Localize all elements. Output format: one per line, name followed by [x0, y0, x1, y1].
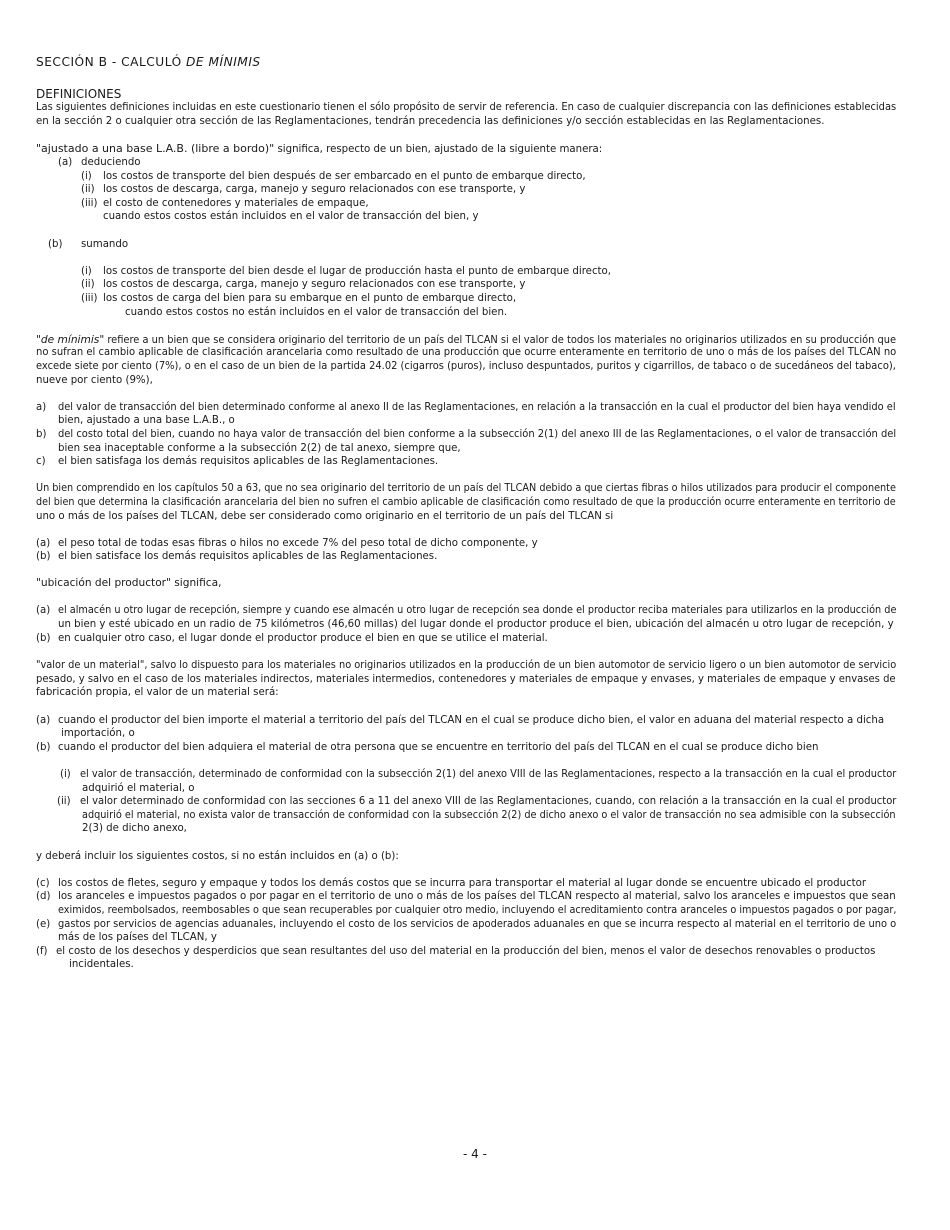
list-label: (i) [81, 266, 92, 277]
list-text: adquirió el material, no exista valor de transacción de conformidad con la subsección 2(2) de dicho anexo o el valor de transacción no sea admisible con la subsección [82, 810, 896, 821]
list-label: (ii) [81, 279, 95, 290]
list-text: el bien satisface los demás requisitos aplicables de las Reglamentaciones. [58, 551, 438, 562]
list-label: (ii) [81, 184, 95, 195]
list-label: (f) [36, 946, 48, 957]
list-text: sumando [81, 239, 129, 250]
list-label: (b) [36, 742, 51, 753]
list-text: el peso total de todas esas fibras o hilos no excede 7% del peso total de dicho componente, y [58, 538, 538, 549]
list-text: los costos de transporte del bien desde el lugar de producción hasta el punto de embarque directo, [103, 266, 612, 277]
fob-definition: "ajustado a una base L.A.B. (libre a bordo)" significa, respecto de un bien, ajustado de la siguiente manera: [36, 142, 603, 155]
list-text: un bien y esté ubicado en un radio de 75 kilómetros (46,60 millas) del lugar donde el productor produce el bien, ubicación del almacén u otro lugar de recepción, y [58, 619, 894, 630]
list-text: el valor determinado de conformidad con las secciones 6 a 11 del anexo VIII de las Reglamentaciones, cuando, con relación a la transacción en la cual el productor [80, 796, 897, 807]
list-text: cuando estos costos están incluidos en el valor de transacción del bien, y [103, 211, 479, 222]
list-text: los costos de transporte del bien después de ser embarcado en el punto de embarque directo, [103, 171, 586, 182]
paragraph-line: pesado, y salvo en el caso de los materiales indirectos, materiales intermedios, contenedores y materiales de empaque y envases, y materiales de empaque y envases de [36, 674, 896, 685]
list-text: el costo de los desechos y desperdicios que sean resultantes del uso del material en la producción del bien, menos el valor de desechos renovables o productos [56, 946, 876, 957]
list-text: en cualquier otro caso, el lugar donde el productor produce el bien en que se utilice el material. [58, 633, 548, 644]
list-text: cuando el productor del bien importe el material a territorio del país del TLCAN en el cual se produce dicho bien, el valor en aduana del material respecto a dicha [58, 715, 885, 726]
list-label: (b) [36, 633, 51, 644]
list-text: el bien satisfaga los demás requisitos aplicables de las Reglamentaciones. [58, 456, 439, 467]
list-text: bien sea inaceptable conforme a la subsección 2(2) de tal anexo, siempre que, [58, 443, 461, 454]
list-text: del costo total del bien, cuando no haya valor de transacción del bien conforme a la subsección 2(1) del anexo III de las Reglamentaciones, o el valor de transacción del [58, 429, 897, 440]
list-label: (iii) [81, 293, 98, 304]
list-label: (b) [36, 551, 51, 562]
list-text: importación, o [61, 728, 135, 739]
list-text: cuando el productor del bien adquiera el material de otra persona que se encuentre en territorio del país del TLCAN en el cual se produce dicho bien [58, 742, 819, 753]
list-text: los costos de descarga, carga, manejo y seguro relacionados con ese transporte, y [103, 184, 526, 195]
list-label: (a) [36, 605, 51, 616]
list-text: más de los países del TLCAN, y [58, 932, 217, 943]
list-text: cuando estos costos no están incluidos en el valor de transacción del bien. [125, 307, 508, 318]
list-text: 2(3) de dicho anexo, [82, 823, 187, 834]
intro-line: en la sección 2 o cualquier otra sección de las Reglamentaciones, tendrán precedencia las definiciones y/o sección establecidas en las Reglamentaciones. [36, 116, 825, 127]
list-text: incidentales. [69, 959, 134, 970]
list-text: el almacén u otro lugar de recepción, siempre y cuando ese almacén u otro lugar de recepción sea donde el productor reciba materiales para utilizarlos en la producción de [58, 605, 897, 616]
list-label: (a) [58, 157, 73, 168]
paragraph-line: nueve por ciento (9%), [36, 375, 153, 386]
list-text: el valor de transacción, determinado de conformidad con la subsección 2(1) del anexo VIII de las Reglamentaciones, respecto a la transacción en la cual el productor [80, 769, 897, 780]
definitions-heading: DEFINICIONES [36, 87, 122, 101]
list-label: (d) [36, 891, 51, 902]
list-label: (a) [36, 715, 51, 726]
list-text: del valor de transacción del bien determinado conforme al anexo II de las Reglamentaciones, en relación a la transacción en la cual el productor del bien haya vendido el [58, 402, 896, 413]
list-label: (i) [60, 769, 71, 780]
list-label: (a) [36, 538, 51, 549]
list-text: los costos de fletes, seguro y empaque y todos los demás costos que se incurra para transportar el material al lugar donde se encuentre ubicado el productor [58, 878, 867, 889]
paragraph-line: fabricación propia, el valor de un material será: [36, 687, 279, 698]
list-label: (iii) [81, 198, 98, 209]
list-label: (i) [81, 171, 92, 182]
section-title: SECCIÓN B - CALCULÓ DE MÍNIMIS [36, 55, 261, 69]
paragraph-line: uno o más de los países del TLCAN, debe ser considerado como originario en el territorio de un país del TLCAN si [36, 511, 614, 522]
paragraph-line: Un bien comprendido en los capítulos 50 a 63, que no sea originario del territorio de un país del TLCAN debido a que ciertas fibras o hilos utilizados para producir el componente [36, 483, 896, 494]
list-text: los aranceles e impuestos pagados o por pagar en el territorio de uno o más de los países del TLCAN respecto al material, salvo los aranceles e impuestos que sean [58, 891, 896, 902]
paragraph-line: no sufran el cambio aplicable de clasificación arancelaria como resultado de una producción que ocurre enteramente en territorio de uno o más de los países del TLCAN no [36, 347, 897, 358]
list-text: el costo de contenedores y materiales de empaque, [103, 198, 369, 209]
list-text: eximidos, reembolsados, reembosables o que sean recuperables por cualquier otro medio, incluyendo el acreditamiento contra aranceles o impuestos pagados o por pagar, [58, 905, 897, 916]
paragraph-line: y deberá incluir los siguientes costos, si no están incluidos en (a) o (b): [36, 851, 399, 862]
list-label: (b) [48, 239, 63, 250]
list-label: (c) [36, 878, 50, 889]
list-label: (e) [36, 919, 51, 930]
intro-line: Las siguientes definiciones incluidas en este cuestionario tienen el sólo propósito de servir de referencia. En caso de cualquier discrepancia con las definiciones establecidas [36, 102, 897, 113]
list-text: deduciendo [81, 157, 141, 168]
list-label: a) [36, 402, 47, 413]
page-number: - 4 - [463, 1147, 487, 1161]
list-text: gastos por servicios de agencias aduanales, incluyendo el costo de los servicios de apoderados aduanales en que se incurra respecto al material en el territorio de uno o [58, 919, 897, 930]
list-text: bien, ajustado a una base L.A.B., o [58, 415, 235, 426]
location-heading: "ubicación del productor" significa, [36, 577, 222, 589]
paragraph-line: del bien que determina la clasificación arancelaria del bien no sufren el cambio aplicable de clasificación como resultado de que la producción ocurre enteramente en territorio de [36, 497, 896, 508]
paragraph-line: "valor de un material", salvo lo dispuesto para los materiales no originarios utilizados en la producción de un bien automotor de servicio ligero o un bien automotor de servicio [36, 660, 897, 671]
deminimis-definition: "de mínimis" refiere a un bien que se considera originario del territorio de un país del TLCAN si el valor de todos los materiales no originarios utilizados en su producción que [36, 333, 897, 346]
list-text: los costos de descarga, carga, manejo y seguro relacionados con ese transporte, y [103, 279, 526, 290]
list-text: los costos de carga del bien para su embarque en el punto de embarque directo, [103, 293, 517, 304]
list-text: adquirió el material, o [82, 783, 195, 794]
list-label: c) [36, 456, 46, 467]
list-label: b) [36, 429, 47, 440]
list-label: (ii) [57, 796, 71, 807]
paragraph-line: excede siete por ciento (7%), o en el caso de un bien de la partida 24.02 (cigarros (puros), incluso despuntados, puritos y cigarrillos, de tabaco o de sucedáneos del tabaco), [36, 361, 896, 372]
